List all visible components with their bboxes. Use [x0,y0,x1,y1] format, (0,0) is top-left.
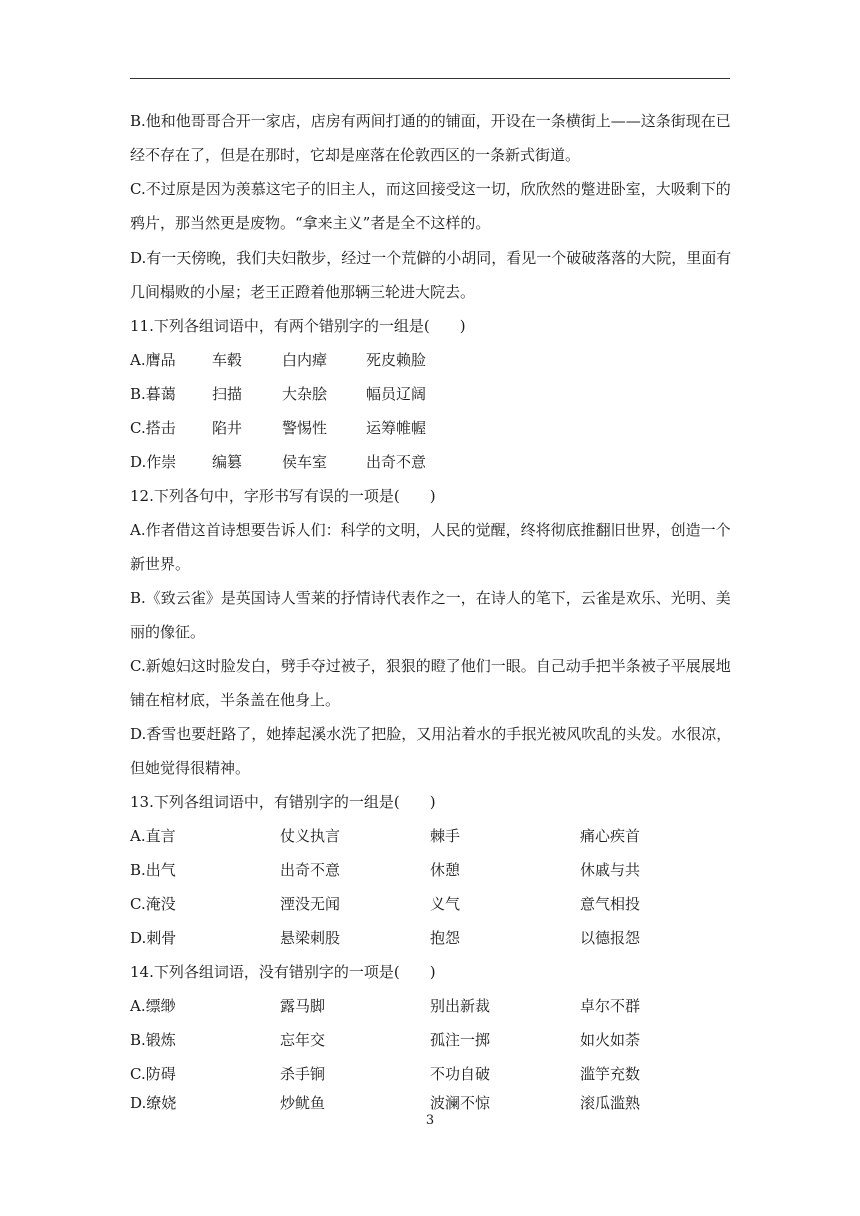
q10-option-d-line1: D.有一天傍晚，我们夫妇散步，经过一个荒僻的小胡同，看见一个破破落落的大院，里面有 [130,249,732,267]
word: 侯车室 [282,453,328,471]
word: 孤注一掷 [430,1031,491,1049]
word: 休憩 [430,861,461,879]
word: 露马脚 [280,997,326,1015]
word: 如火如荼 [580,1031,641,1049]
word: D.作崇 [130,453,177,471]
word: C.淹没 [130,895,176,913]
word: 杀手锏 [280,1065,326,1083]
word: 车毂 [212,351,243,369]
q10-option-c-line2: 鸦片，那当然更是废物。“拿来主义”者是全不这样的。 [130,214,491,232]
word: 警惕性 [282,419,328,437]
q14-stem: 14.下列各组词语，没有错别字的一项是( ) [130,963,436,981]
q12-option-b-line1: B.《致云雀》是英国诗人雪莱的抒情诗代表作之一，在诗人的笔下，云雀是欢乐、光明、美 [130,589,731,607]
word: B.出气 [130,861,176,879]
word: 抱怨 [430,929,461,947]
word: 义气 [430,895,461,913]
word: B.暮蔼 [130,385,176,403]
word: 休戚与共 [580,861,641,879]
word: 出奇不意 [366,453,427,471]
word: 不功自破 [430,1065,491,1083]
q10-option-b-line2: 经不存在了，但是在那时，它却是座落在伦敦西区的一条新式街道。 [130,146,581,164]
word: A.缥缈 [130,997,176,1015]
q12-option-a-line2: 新世界。 [130,555,191,573]
q12-stem: 12.下列各句中，字形书写有误的一项是( ) [130,487,436,505]
word: 死皮赖脸 [366,351,427,369]
q10-option-d-line2: 几间榻败的小屋；老王正蹬着他那辆三轮进大院去。 [130,283,476,301]
q12-option-c-line2: 铺在棺材底，半条盖在他身上。 [130,691,341,709]
word: 炒鱿鱼 [280,1094,326,1112]
word: 痛心疾首 [580,827,641,845]
word: 出奇不意 [280,861,341,879]
q12-option-d-line1: D.香雪也要赶路了，她捧起溪水洗了把脸，又用沾着水的手抿光被风吹乱的头发。水很凉， [130,725,732,743]
word: 以德报怨 [580,929,641,947]
word: C.防碍 [130,1065,176,1083]
word: 悬梁刺股 [280,929,341,947]
word: 幅员辽阔 [366,385,427,403]
word: D.缭娆 [130,1094,177,1112]
word: 滚瓜滥熟 [580,1094,641,1112]
word: 仗义执言 [280,827,341,845]
q11-stem: 11.下列各组词语中，有两个错别字的一组是( ) [130,317,466,335]
word: 运筹帷幄 [366,419,427,437]
word: 大杂脍 [282,385,328,403]
word: D.刺骨 [130,929,177,947]
word: A.膺品 [130,351,176,369]
word: C.搭击 [130,419,176,437]
q13-stem: 13.下列各组词语中，有错别字的一组是( ) [130,793,436,811]
word: 别出新裁 [430,997,491,1015]
word: 湮没无闻 [280,895,341,913]
word: 白内瘴 [282,351,328,369]
word: A.直言 [130,827,176,845]
q12-option-a-line1: A.作者借这首诗想要告诉人们：科学的文明，人民的觉醒，终将彻底推翻旧世界，创造一个 [130,521,731,539]
q12-option-b-line2: 丽的像征。 [130,623,206,641]
word: 卓尔不群 [580,997,641,1015]
q12-option-d-line2: 但她觉得很精神。 [130,759,251,777]
word: 忘年交 [280,1031,326,1049]
word: B.锻炼 [130,1031,176,1049]
word: 棘手 [430,827,461,845]
word: 意气相投 [580,895,641,913]
q10-option-b-line1: B.他和他哥哥合开一家店，店房有两间打通的的铺面，开设在一条横街上——这条街现在已 [130,112,731,130]
word: 扫描 [212,385,243,403]
q10-option-c-line1: C.不过原是因为羡慕这宅子的旧主人，而这回接受这一切，欣欣然的蹩进卧室，大吸剩下的 [130,180,731,198]
word: 滥竽充数 [580,1065,641,1083]
word: 陷井 [212,419,243,437]
page-number: 3 [425,1113,435,1128]
word: 编篡 [212,453,243,471]
word: 波澜不惊 [430,1094,491,1112]
header-rule [130,78,730,79]
q12-option-c-line1: C.新媳妇这时脸发白，劈手夺过被子，狠狠的瞪了他们一眼。自己动手把半条被子平展展地 [130,657,731,675]
